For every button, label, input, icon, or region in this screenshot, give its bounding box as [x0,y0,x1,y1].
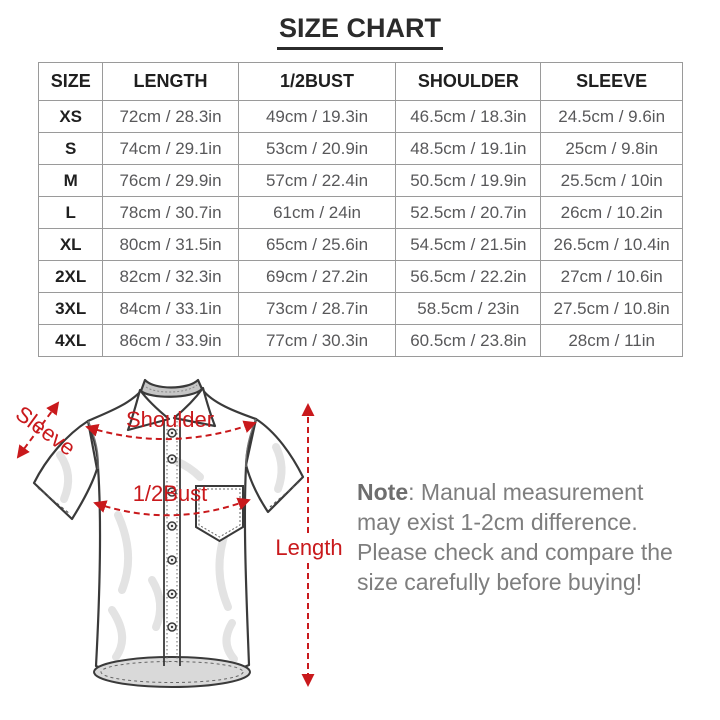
measurement-cell: 24.5cm / 9.6in [541,101,683,133]
table-row [39,165,683,197]
shirt-measurement-diagram [0,375,350,720]
measurement-cell: 49cm / 19.3in [238,101,396,133]
column-header: SIZE [39,63,103,101]
measurement-cell: 61cm / 24in [238,197,396,229]
measurement-cell: 26cm / 10.2in [541,197,683,229]
table-row [39,133,683,165]
size-table-body [39,101,683,357]
measurement-cell: 65cm / 25.6in [238,229,396,261]
table-row [39,261,683,293]
table-row [39,101,683,133]
size-cell: S [39,133,103,165]
measurement-cell: 69cm / 27.2in [238,261,396,293]
measurement-cell: 73cm / 28.7in [238,293,396,325]
size-cell: 3XL [39,293,103,325]
half-bust-label: 1/2Bust [132,481,208,506]
measurement-cell: 78cm / 30.7in [103,197,238,229]
size-cell: M [39,165,103,197]
measurement-cell: 27.5cm / 10.8in [541,293,683,325]
column-header: SLEEVE [541,63,683,101]
measurement-cell: 28cm / 11in [541,325,683,357]
table-header-row [39,63,683,101]
column-header: LENGTH [103,63,238,101]
note-body: : Manual measurement may exist 1-2cm difference. Please check and compare the size carefully before buying! [357,479,673,595]
measurement-cell: 53cm / 20.9in [238,133,396,165]
column-header: 1/2BUST [238,63,396,101]
measurement-cell: 57cm / 22.4in [238,165,396,197]
size-cell: L [39,197,103,229]
measurement-cell: 46.5cm / 18.3in [396,101,541,133]
measurement-cell: 72cm / 28.3in [103,101,238,133]
measurement-cell: 27cm / 10.6in [541,261,683,293]
measurement-cell: 86cm / 33.9in [103,325,238,357]
size-cell: 4XL [39,325,103,357]
right-sleeve [246,419,303,512]
measurement-cell: 26.5cm / 10.4in [541,229,683,261]
length-label: Length [275,535,343,560]
measurement-cell: 80cm / 31.5in [103,229,238,261]
measurement-cell: 74cm / 29.1in [103,133,238,165]
measurement-cell: 54.5cm / 21.5in [396,229,541,261]
size-cell: XS [39,101,103,133]
page-title-text: SIZE CHART [277,13,443,50]
size-cell: XL [39,229,103,261]
measurement-cell: 48.5cm / 19.1in [396,133,541,165]
measurement-cell: 84cm / 33.1in [103,293,238,325]
size-cell: 2XL [39,261,103,293]
collar-band [141,380,202,397]
size-table [38,62,683,357]
measurement-cell: 60.5cm / 23.8in [396,325,541,357]
measurement-cell: 25cm / 9.8in [541,133,683,165]
measurement-cell: 58.5cm / 23in [396,293,541,325]
measurement-cell: 50.5cm / 19.9in [396,165,541,197]
sleeve-label: Sleeve [11,400,81,461]
measurement-cell: 56.5cm / 22.2in [396,261,541,293]
measurement-cell: 52.5cm / 20.7in [396,197,541,229]
measurement-cell: 77cm / 30.3in [238,325,396,357]
column-header: SHOULDER [396,63,541,101]
table-row [39,293,683,325]
measurement-cell: 25.5cm / 10in [541,165,683,197]
shoulder-label: Shoulder [125,407,215,432]
measurement-note [357,477,677,597]
page-title [0,13,720,50]
table-row [39,325,683,357]
table-row [39,229,683,261]
table-row [39,197,683,229]
measurement-cell: 76cm / 29.9in [103,165,238,197]
note-label: Note [357,479,409,505]
measurement-cell: 82cm / 32.3in [103,261,238,293]
